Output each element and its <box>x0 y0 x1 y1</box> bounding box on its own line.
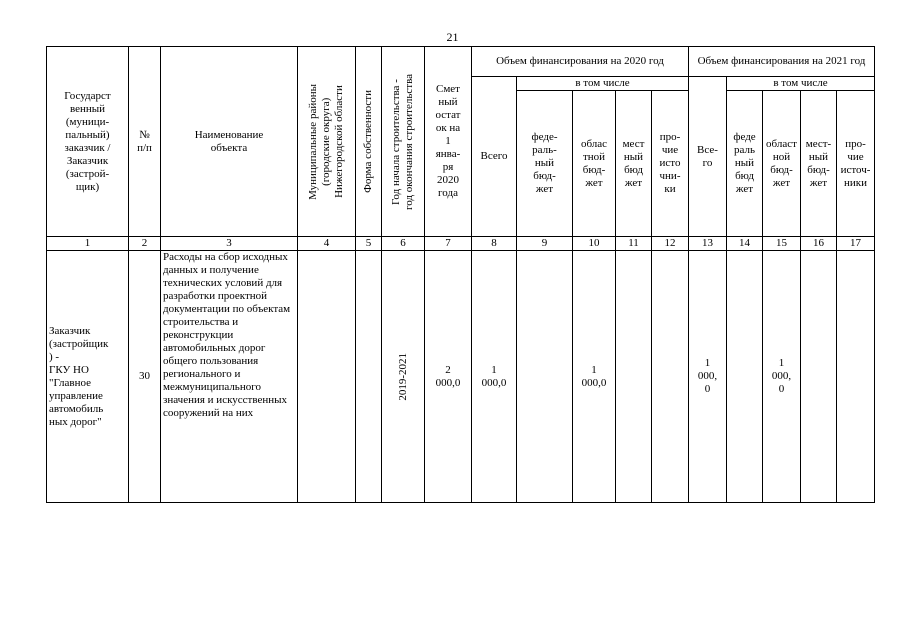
column-number: 1 <box>47 237 129 251</box>
header-incl-2020: в том числе <box>517 77 689 91</box>
header-federal-2020: феде- раль- ный бюд- жет <box>517 91 573 237</box>
column-number: 15 <box>763 237 801 251</box>
header-regional-2021: област ной бюд- жет <box>763 91 801 237</box>
column-number: 17 <box>837 237 875 251</box>
row-ownership <box>356 251 382 503</box>
column-number: 3 <box>161 237 298 251</box>
row-years: 2019-2021 <box>396 352 409 401</box>
header-total-2021: Все- го <box>689 77 727 237</box>
financing-table <box>46 46 875 503</box>
column-number: 2 <box>129 237 161 251</box>
row-regional-2020: 1 000,0 <box>573 251 616 503</box>
header-total-2020: Всего <box>472 77 517 237</box>
column-number: 8 <box>472 237 517 251</box>
header-fin-2021: Объем финансирования на 2021 год <box>689 47 875 77</box>
row-regional-2021: 1 000, 0 <box>763 251 801 503</box>
row-years-cell <box>382 251 425 503</box>
header-estimate: Смет ный остат ок на 1 янва- ря 2020 года <box>425 47 472 237</box>
header-regional-2020: облас тной бюд- жет <box>573 91 616 237</box>
column-number: 11 <box>616 237 652 251</box>
header-years-cell <box>382 47 425 237</box>
header-ownership: Форма собственности <box>362 90 374 193</box>
column-number: 14 <box>727 237 763 251</box>
page-number: 21 <box>446 30 459 44</box>
header-customer: Государст венный (муници- пальный) заказчик / Заказчик (застрой- щик) <box>47 47 129 237</box>
column-number: 10 <box>573 237 616 251</box>
header-federal-2021: феде раль ный бюд жет <box>727 91 763 237</box>
column-number: 6 <box>382 237 425 251</box>
row-object-name: Расходы на сбор исходных данных и получение технических условий для разработки проектной документации по объектам строительства и реконструкции автомобильных дорог общего пользования регионального и межмуниципального значения и искусственных сооружений на них <box>161 251 298 503</box>
header-districts: Муниципальные районы (городские округа) Нижегородской области <box>307 83 345 200</box>
header-local-2021: мест- ный бюд- жет <box>801 91 837 237</box>
row-federal-2021 <box>727 251 763 503</box>
header-local-2020: мест ный бюд жет <box>616 91 652 237</box>
row-local-2020 <box>616 251 652 503</box>
header-years: Год начала строительства - год окончания строительства <box>390 73 415 210</box>
row-total-2020: 1 000,0 <box>472 251 517 503</box>
row-estimate: 2 000,0 <box>425 251 472 503</box>
row-customer: Заказчик (застройщик ) - ГКУ НО "Главное управление автомобиль ных дорог" <box>47 251 129 503</box>
column-number: 7 <box>425 237 472 251</box>
header-districts-cell <box>298 47 356 237</box>
row-districts <box>298 251 356 503</box>
column-number: 13 <box>689 237 727 251</box>
header-num: № п/п <box>129 47 161 237</box>
table-row <box>47 251 875 503</box>
column-number: 4 <box>298 237 356 251</box>
column-number: 12 <box>652 237 689 251</box>
header-other-2021: про- чие источ- ники <box>837 91 875 237</box>
header-ownership-cell <box>356 47 382 237</box>
row-other-2020 <box>652 251 689 503</box>
column-number: 9 <box>517 237 573 251</box>
row-total-2021: 1 000, 0 <box>689 251 727 503</box>
header-other-2020: про- чие исто чни- ки <box>652 91 689 237</box>
row-other-2021 <box>837 251 875 503</box>
row-num: 30 <box>129 251 161 503</box>
header-incl-2021: в том числе <box>727 77 875 91</box>
column-number: 16 <box>801 237 837 251</box>
header-fin-2020: Объем финансирования на 2020 год <box>472 47 689 77</box>
column-number: 5 <box>356 237 382 251</box>
header-object-name: Наименование объекта <box>161 47 298 237</box>
row-federal-2020 <box>517 251 573 503</box>
row-local-2021 <box>801 251 837 503</box>
